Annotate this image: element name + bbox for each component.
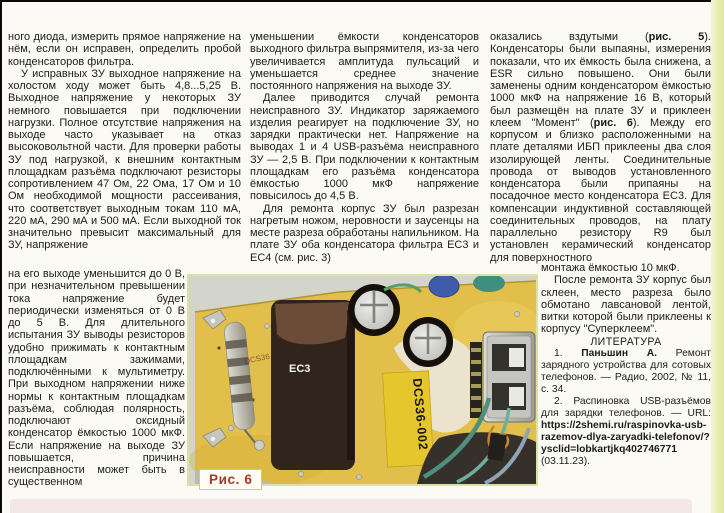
reference-item: 1. Паньшин А. Ремонт зарядного устройства для сотовых телефонов. — Радио, 2002, № 11, с. 34.: [541, 347, 712, 395]
page-top-border: [0, 0, 724, 2]
paragraph: оказались вздутыми (рис. 5). Конденсаторы были выпаяны, измерения показали, что их ёмкость была снижена, а ESR сильно повышено. Они были заменены одним конденсатором ёмкостью 1000 мкФ на напряжение 16 В, который был размещён на плате ЗУ и приклеен клеем "Момент" (рис. 6). Между его корпусом и близко расположенными на плате деталями ИБП приклеены два слоя изолирующей ленты. Соединительные провода от выводов установленного конденсатора были припаяны на посадочное место конденсатора ЕС3. Для компенсации индуктивной составляющей соединительных проводов, на плату параллельно резистору R9 был установлен керамический конденсатор для поверхностного: [490, 31, 711, 264]
paragraph: на его выходе уменьшится до 0 В, при незначительном превышении тока напряжение будет периодически изменяться от 0 В до 5 В. Для длительного испытания ЗУ выводы резисторов удобно прижимать к контактным площадкам зажимами, подключёнными к мультиметру. При выходном напряжении ниже нормы к контактным площадкам разъёма, соблюдая полярность, подключают оксидный конденсатор ёмкостью 1000 мкФ. Если напряжение на выходе ЗУ повышается, причина неисправности может быть в существенном: [8, 268, 185, 489]
column-1-upper: [8, 31, 241, 252]
pin-header: [470, 342, 482, 418]
column-3-lower: [541, 262, 711, 468]
column-3-upper: [490, 31, 711, 264]
paragraph: уменьшении ёмкости конденсаторов выходного фильтра выпрямителя, из-за чего увеличивается амплитуда пульсаций и уменьшается среднее значение постоянного напряжения на выходе ЗУ.: [250, 31, 479, 92]
paragraph: Далее приводится случай ремонта неисправного ЗУ. Индикатор заряжаемого изделия реагирует на подключение ЗУ, но зарядки практически нет. Напряжение на выводах 1 и 4 USB-разъёма неисправного ЗУ — 2,5 В. При подключении к контактным площадкам его разъёма конденсатора ёмкостью 1000 мкФ напряжение повысилось до 4,5 В.: [250, 92, 479, 203]
reference-item: 2. Распиновка USB-разъёмов для зарядки телефонов. — URL: https://2shemi.ru/raspinovka-usb-razemov-dlya-zaryadki-telefonov/?ysclid=lobkartjkq402746771 (03.11.23).: [541, 395, 711, 467]
tape-label: [383, 371, 434, 467]
pcb-silk-print: DCS36: [243, 351, 271, 366]
tape-label-text: DCS36-002: [409, 377, 431, 452]
column-1-lower: [8, 268, 185, 489]
paragraph: После ремонта ЗУ корпус был склеен, место разреза было обмотано лавсановой лентой, витки которой были приклеены к корпусу "Суперклеем".: [541, 274, 711, 336]
transformer-label: ЕС3: [289, 363, 311, 375]
page-edge-stripe: [711, 0, 724, 513]
transformer-block: [271, 300, 355, 470]
capacitor-2: [403, 317, 453, 367]
blue-capacitor: [429, 276, 459, 297]
figure-caption: Рис. 6: [199, 469, 262, 490]
pcb-photo-illustration: [189, 276, 536, 484]
figure-photo: [187, 274, 538, 486]
next-section-band: [10, 499, 692, 513]
page-left-border: [0, 0, 2, 513]
literature-heading: ЛИТЕРАТУРА: [590, 335, 662, 348]
capacitor-1: [348, 284, 400, 336]
references-list: [541, 348, 711, 468]
paragraph: ного диода, измерить прямое напряжение на нём, если он исправен, определить пробой конденсаторов фильтра.: [8, 31, 241, 68]
paragraph: монтажа ёмкостью 10 мкФ.: [541, 262, 680, 274]
paragraph: У исправных ЗУ выходное напряжение на холостом ходу может быть 4,8...5,25 В. Выходное напряжение у некоторых ЗУ немного повышается при подключении нагрузки. Полное отсутствие напряжения на выходе часто указывает на отказ высоковольтной части. Для проверки работы ЗУ под нагрузкой, к внешним контактным площадкам разъёма подключают резисторы сопротивлением 47 Ом, 22 Ома, 17 Ом и 10 Ом необходимой мощности рассеивания, что соответствует выходным токам 110 мА, 220 мА, 290 мА и 500 мА. Если выходной ток значительно превысит максимальный для ЗУ, напряжение: [8, 67, 241, 252]
paragraph: Для ремонта корпус ЗУ был разрезан нагретым ножом, неровности и заусенцы на месте разреза обработаны напильником. На плате ЗУ оба конденсатора фильтра ЕС3 и ЕС4 (см. рис. 3): [250, 202, 479, 264]
column-2: [250, 31, 479, 264]
